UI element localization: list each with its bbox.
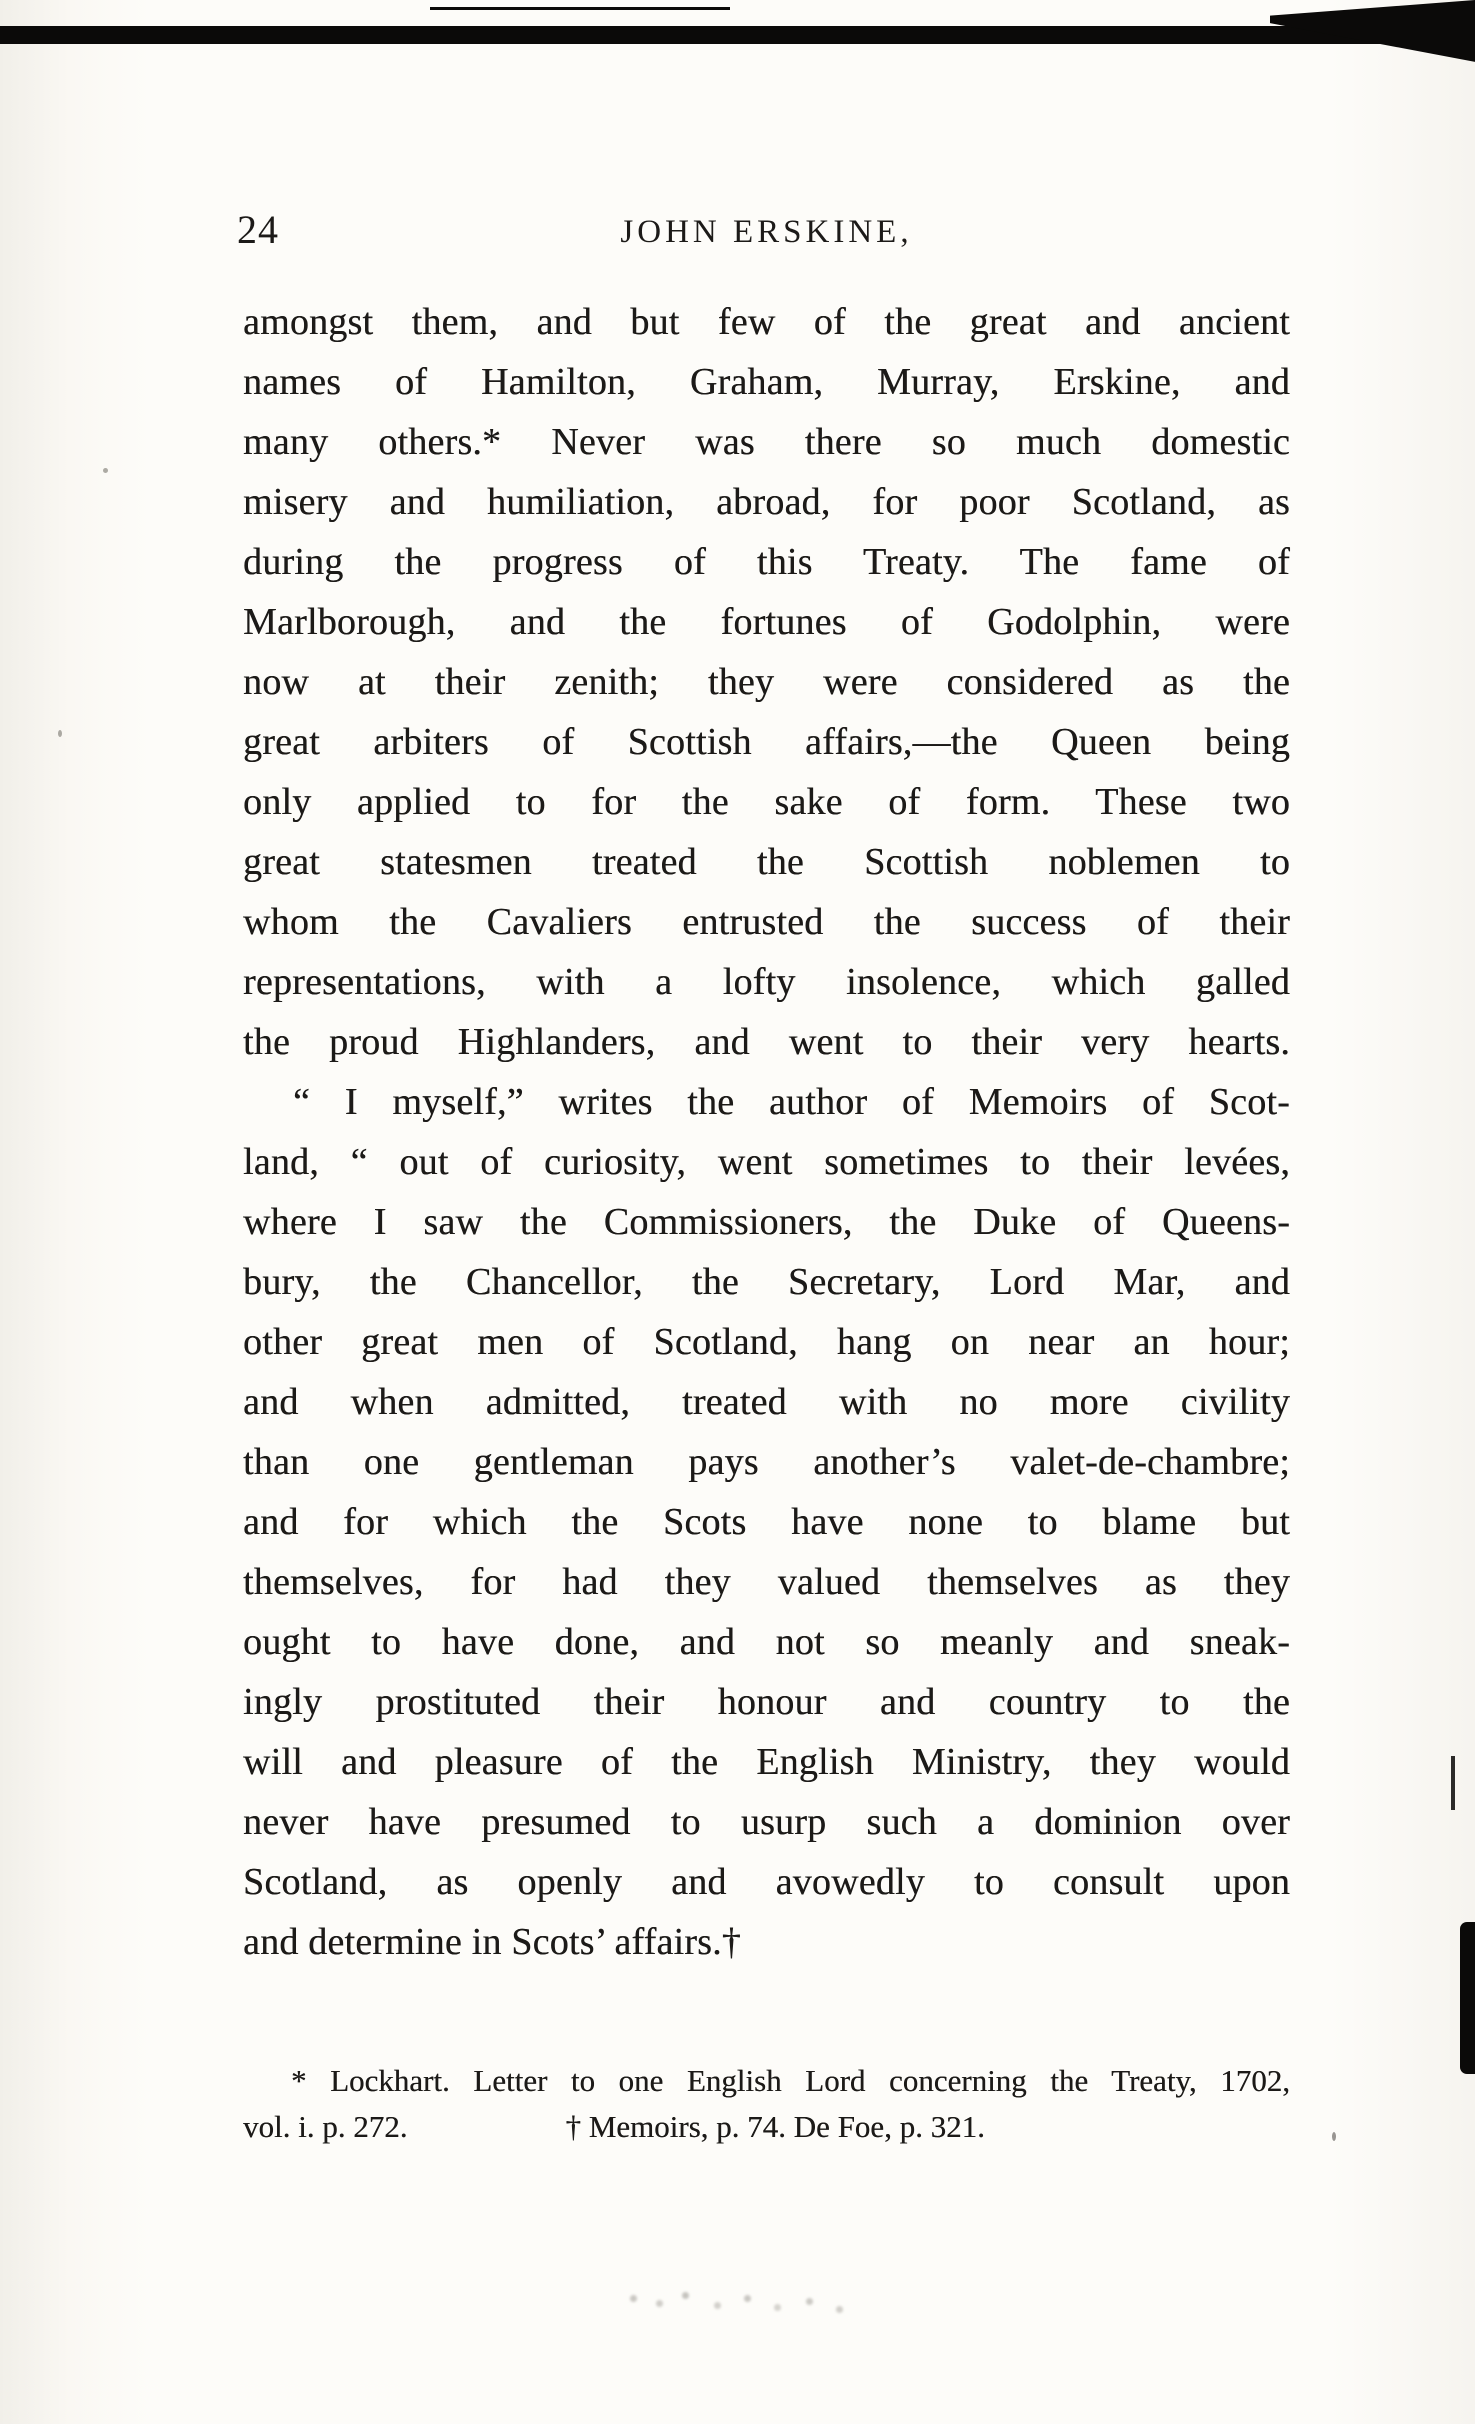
running-header: JOHN ERSKINE, [620,214,913,250]
text-line: ought to have done, and not so meanly and sneak- [243,1621,1290,1663]
text-line: amongst them, and but few of the great and ancient [243,301,1290,343]
scan-artifact-right-bar [1460,1922,1475,2074]
page-number: 24 [237,207,279,252]
scan-speck [103,468,108,473]
text-line: never have presumed to usurp such a dominion over [243,1801,1290,1843]
footnote-volume-ref: vol. i. p. 272. [243,2109,408,2144]
scan-artifact-right-tick [1451,1756,1455,1810]
text-line: whom the Cavaliers entrusted the success of their [243,901,1290,943]
text-line: Scotland, as openly and avowedly to consult upon [243,1861,1290,1903]
text-line: names of Hamilton, Graham, Murray, Erskine, and [243,361,1290,403]
text-line: and for which the Scots have none to blame but [243,1501,1290,1543]
footnotes [243,2058,1290,2150]
scan-artifact-thin-line [430,7,730,10]
text-line: ingly prostituted their honour and country to the [243,1681,1290,1723]
text-line: land, “ out of curiosity, went sometimes to their levées, [243,1141,1290,1183]
text-line: and determine in Scots’ affairs.† [243,1921,741,1963]
text-line: misery and humiliation, abroad, for poor Scotland, as [243,481,1290,523]
scan-artifact-top-bar [0,26,1475,44]
text-line: the proud Highlanders, and went to their very hearts. [243,1021,1290,1063]
text-line: now at their zenith; they were considered as the [243,661,1290,703]
text-line: and when admitted, treated with no more civility [243,1381,1290,1423]
text-line: many others.* Never was there so much domestic [243,421,1290,463]
text-line: will and pleasure of the English Ministry, they would [243,1741,1290,1783]
body-text [243,292,1290,1972]
text-line: bury, the Chancellor, the Secretary, Lord Mar, and [243,1261,1290,1303]
text-line: only applied to for the sake of form. These two [243,781,1290,823]
text-line: great statesmen treated the Scottish noblemen to [243,841,1290,883]
scan-speck [58,730,62,737]
footnote-line [243,2104,1290,2150]
text-line: during the progress of this Treaty. The fame of [243,541,1290,583]
text-line: representations, with a lofty insolence, which galled [243,961,1290,1003]
text-line: “ I myself,” writes the author of Memoirs of Scot- [293,1081,1290,1123]
text-line: other great men of Scotland, hang on near an hour; [243,1321,1290,1363]
text-line: where I saw the Commissioners, the Duke of Queens- [243,1201,1290,1243]
footnote-line: * Lockhart. Letter to one English Lord concerning the Treaty, 1702, [291,2063,1290,2098]
text-line: great arbiters of Scottish affairs,—the Queen being [243,721,1290,763]
scan-artifact-bottom-smudge [630,2295,637,2302]
footnote-dagger-ref: † Memoirs, p. 74. De Foe, p. 321. [565,2109,985,2144]
scan-speck [1332,2132,1336,2141]
page-header [237,207,1290,258]
text-line: Marlborough, and the fortunes of Godolphin, were [243,601,1290,643]
text-line: themselves, for had they valued themselves as they [243,1561,1290,1603]
text-line: than one gentleman pays another’s valet-de-chambre; [243,1441,1290,1483]
